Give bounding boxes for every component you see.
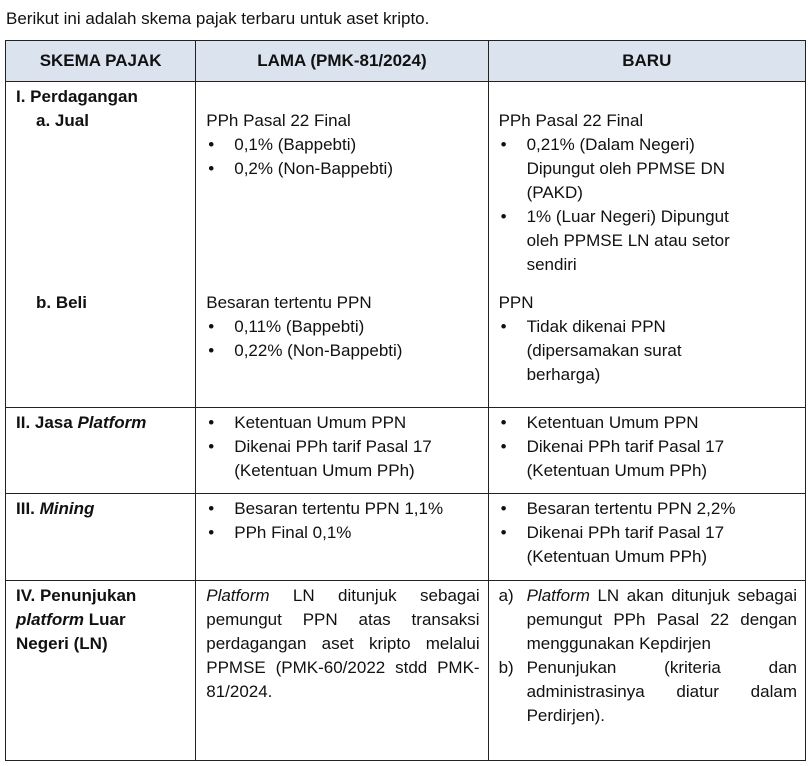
- table-header-row: [6, 41, 806, 82]
- list-item: [499, 656, 797, 728]
- list-item: • 0,1% (Bappebti): [206, 133, 479, 157]
- list-item: • 0,22% (Non-Bappebti): [206, 339, 479, 363]
- jasa-title-prefix: II. Jasa: [16, 413, 78, 432]
- beli-baru-list: [499, 315, 797, 387]
- cell-perdagangan-scheme: [6, 82, 196, 408]
- cell-penunjukan-baru: [488, 581, 805, 761]
- list-item: • Besaran tertentu PPN 1,1%: [206, 497, 479, 521]
- marker-a: a): [498, 586, 514, 605]
- jasa-title-italic: Platform: [77, 413, 147, 432]
- list-item: • Dikenai PPh tarif Pasal 17 (Ketentuan Umum PPh): [206, 435, 479, 483]
- cell-perdagangan-lama: [196, 82, 488, 408]
- cell-jasa-lama: [196, 408, 488, 494]
- list-item: • 0,11% (Bappebti): [206, 315, 479, 339]
- beli-baru-title: PPN: [498, 293, 534, 312]
- list-item: • 0,21% (Dalam Negeri) Dipungut oleh PPMSE DN (PAKD): [499, 133, 797, 205]
- list-item: • Tidak dikenai PPN (dipersamakan surat berharga): [499, 315, 797, 387]
- jual-baru-list: [499, 133, 797, 277]
- header-skema-pajak: SKEMA PAJAK: [6, 41, 196, 82]
- list-item: • Besaran tertentu PPN 2,2%: [499, 497, 797, 521]
- penunjukan-baru-a-text: LN akan ditunjuk sebagai pemungut PPh Pasal 22 dengan menggunakan Kepdirjen: [526, 586, 797, 653]
- penunjukan-title-after: Luar: [84, 610, 126, 629]
- cell-perdagangan-baru: [488, 82, 805, 408]
- list-item: • Ketentuan Umum PPN: [499, 411, 797, 435]
- list-item: • 1% (Luar Negeri) Dipungut oleh PPMSE LN atau setor sendiri: [499, 205, 797, 277]
- list-item: • PPh Final 0,1%: [206, 521, 479, 545]
- penunjukan-title-line1: IV. Penunjukan: [16, 586, 137, 605]
- cell-jasa-scheme: [6, 408, 196, 494]
- label-jual: a. Jual: [36, 111, 89, 130]
- penunjukan-lama-italic: Platform: [206, 586, 270, 605]
- cell-mining-baru: [488, 494, 805, 581]
- list-item: • Dikenai PPh tarif Pasal 17 (Ketentuan Umum PPh): [499, 435, 797, 483]
- jual-lama-list: [206, 133, 479, 181]
- row-mining: [6, 494, 806, 581]
- beli-lama-title: Besaran tertentu PPN: [206, 293, 372, 312]
- list-item: • Dikenai PPh tarif Pasal 17 (Ketentuan Umum PPh): [499, 521, 797, 569]
- row-penunjukan: [6, 581, 806, 761]
- list-item: • 0,2% (Non-Bappebti): [206, 157, 479, 181]
- label-beli: b. Beli: [36, 293, 88, 312]
- penunjukan-title-italic: platform: [16, 610, 84, 629]
- mining-title-prefix: III.: [16, 499, 40, 518]
- tax-scheme-table: [5, 40, 806, 761]
- intro-text: Berikut ini adalah skema pajak terbaru untuk aset kripto.: [6, 9, 430, 28]
- penunjukan-lama-text: LN ditunjuk sebagai pemungut PPN atas transaksi perdagangan aset kripto melalui PPMSE (PMK-60/2022 stdd PMK-81/2024.: [206, 586, 480, 701]
- penunjukan-baru-a-italic: Platform: [526, 586, 590, 605]
- mining-title-italic: Mining: [39, 499, 95, 518]
- list-item: [499, 584, 797, 656]
- header-lama: LAMA (PMK-81/2024): [196, 41, 488, 82]
- beli-lama-list: [206, 315, 479, 363]
- cell-penunjukan-lama: [196, 581, 488, 761]
- jual-lama-title: PPh Pasal 22 Final: [206, 111, 351, 130]
- marker-b: b): [498, 658, 514, 677]
- header-baru: BARU: [488, 41, 805, 82]
- penunjukan-title-line3: Negeri (LN): [16, 634, 108, 653]
- cell-jasa-baru: [488, 408, 805, 494]
- cell-penunjukan-scheme: [6, 581, 196, 761]
- penunjukan-baru-b-text: Penunjukan (kriteria dan administrasinya diatur dalam Perdirjen).: [526, 658, 797, 725]
- cell-mining-scheme: [6, 494, 196, 581]
- list-item: • Ketentuan Umum PPN: [206, 411, 479, 435]
- section-title-perdagangan: I. Perdagangan: [16, 87, 138, 106]
- cell-mining-lama: [196, 494, 488, 581]
- row-jasa-platform: [6, 408, 806, 494]
- jual-baru-title: PPh Pasal 22 Final: [498, 111, 644, 130]
- row-perdagangan: [6, 82, 806, 408]
